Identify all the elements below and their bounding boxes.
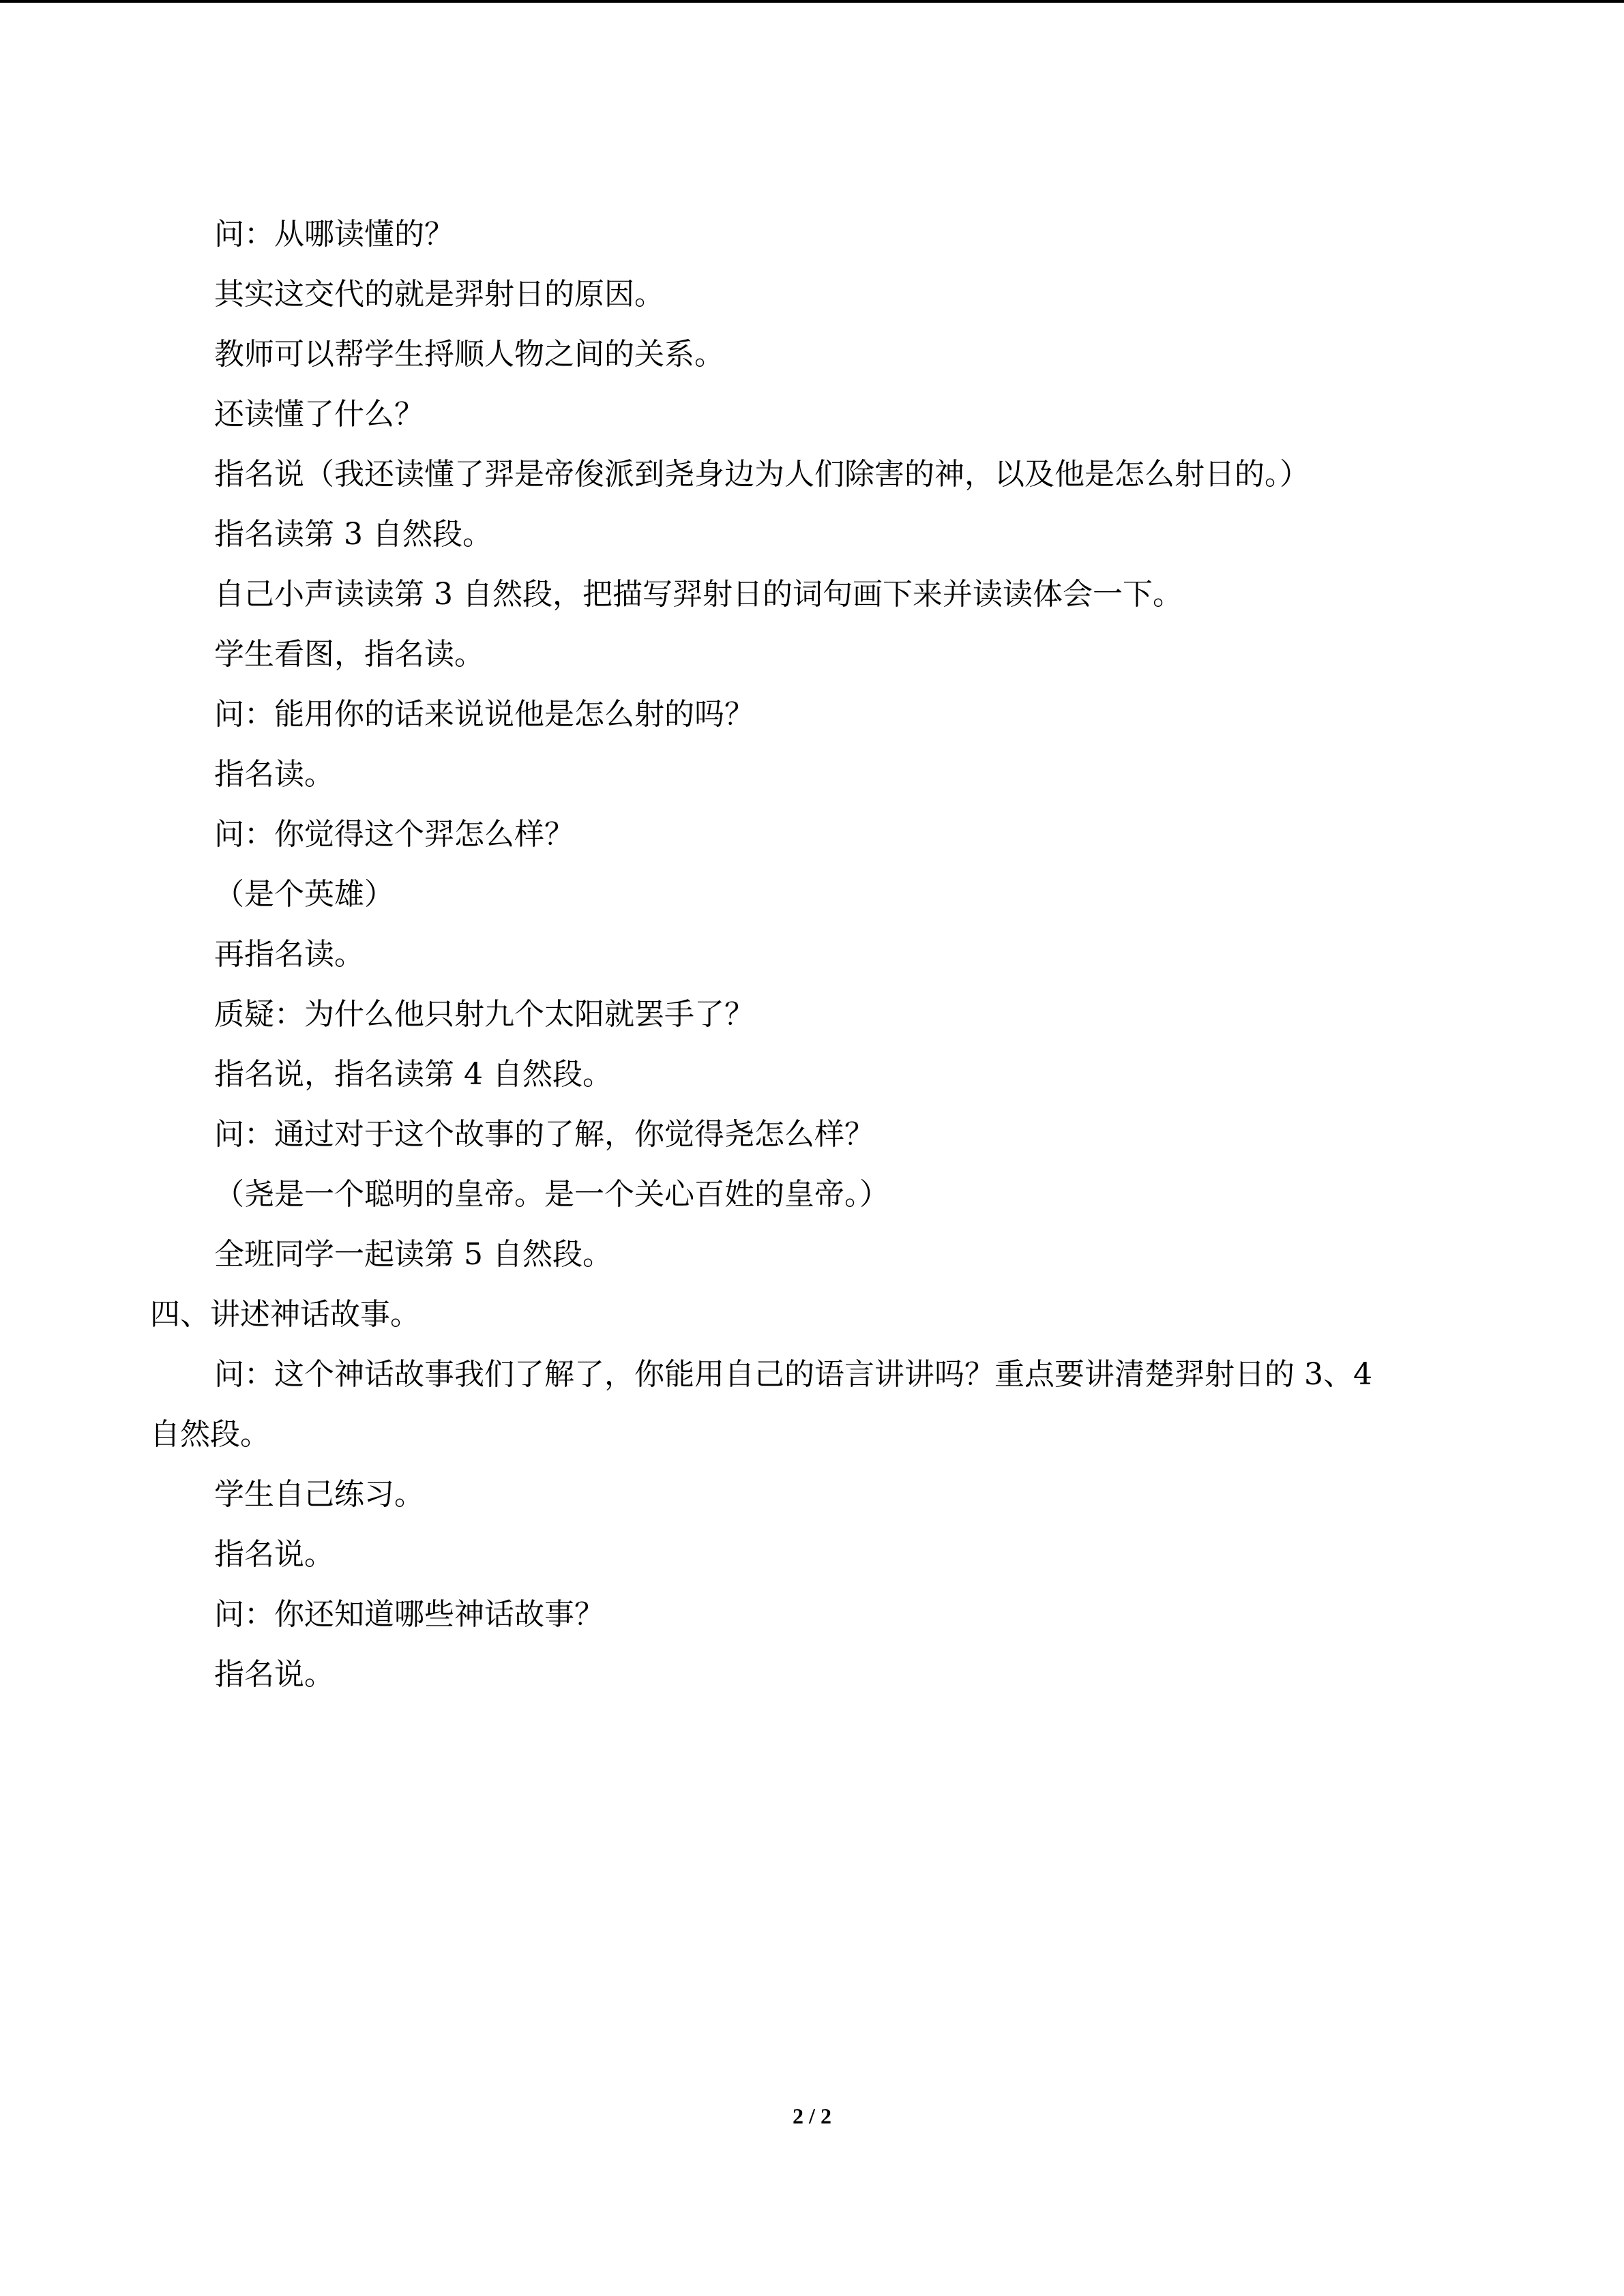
text-line: 教师可以帮学生捋顺人物之间的关系。 <box>214 337 724 372</box>
text-line: 自己小声读读第 3 自然段，把描写羿射日的词句画下来并读读体会一下。 <box>214 577 1183 612</box>
text-line: 指名说，指名读第 4 自然段。 <box>214 1057 612 1092</box>
text-line: （是个英雄） <box>214 877 394 912</box>
text-line: 问：通过对于这个故事的了解，你觉得尧怎么样？ <box>214 1117 874 1152</box>
text-line: 再指名读。 <box>214 937 364 972</box>
text-line: 其实这交代的就是羿射日的原因。 <box>214 277 664 312</box>
text-line: 问：你觉得这个羿怎么样？ <box>214 817 574 852</box>
text-line: 指名说（我还读懂了羿是帝俊派到尧身边为人们除害的神，以及他是怎么射日的。） <box>214 457 1310 492</box>
section-heading: 四、讲述神话故事。 <box>150 1297 420 1332</box>
text-line: 学生看图，指名读。 <box>214 637 484 672</box>
text-line: 指名说。 <box>214 1657 334 1692</box>
text-line: 全班同学一起读第 5 自然段。 <box>214 1237 612 1272</box>
text-line: 指名说。 <box>214 1537 334 1572</box>
text-line: 指名读。 <box>214 757 334 792</box>
text-line: （尧是一个聪明的皇帝。是一个关心百姓的皇帝。） <box>214 1177 889 1212</box>
text-line: 还读懂了什么？ <box>214 397 424 432</box>
text-line: 学生自己练习。 <box>214 1477 424 1512</box>
text-line: 问：能用你的话来说说他是怎么射的吗？ <box>214 697 754 732</box>
text-line: 质疑：为什么他只射九个太阳就罢手了？ <box>214 997 754 1032</box>
page-number: 2 / 2 <box>793 2104 831 2128</box>
text-line: 问：从哪读懂的？ <box>214 217 454 252</box>
text-line-continuation: 自然段。 <box>150 1417 270 1452</box>
text-line: 指名读第 3 自然段。 <box>214 517 492 552</box>
text-line: 问：你还知道哪些神话故事？ <box>214 1597 604 1632</box>
text-line: 问：这个神话故事我们了解了，你能用自己的语言讲讲吗？重点要讲清楚羿射日的 3、4 <box>214 1357 1372 1392</box>
